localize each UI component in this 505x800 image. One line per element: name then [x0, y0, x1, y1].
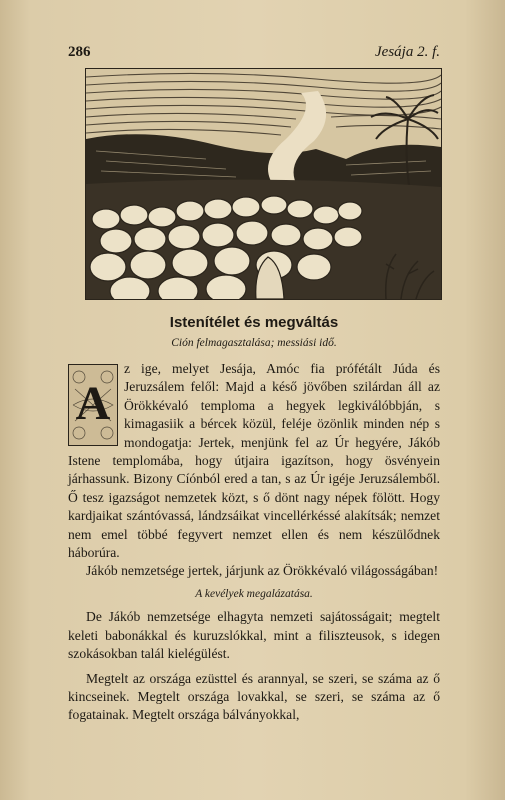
ornament-initial-icon — [69, 365, 117, 445]
initial-letter: A — [75, 377, 111, 430]
woodcut-illustration — [85, 68, 442, 300]
paragraph-4: Megtelt az országa ezüsttel és arannyal, se szeri, se száma az ő kincseinek. Megtelt országa lovakkal, se szeri, se száma az ő fogatainak. Megtelt országa bálványokkal, — [68, 670, 440, 723]
flock-landscape-icon — [86, 69, 441, 299]
chapter-reference: Jesája 2. f. — [375, 44, 440, 60]
paragraph-3: De Jákób nemzetsége elhagyta nemzeti sajátosságait; megtelt keleti babonákkal és kuruzslókkal, mint a filiszteusok, s idegen szokásokban talál kielégülést. — [68, 609, 440, 662]
section-subtitle: Ción felmagasztalása; messiási idő. — [171, 337, 337, 349]
paragraph-2: Jákób nemzetsége jertek, járjunk az Örökkévaló világosságában! — [86, 563, 439, 579]
page-number: 286 — [68, 44, 91, 60]
decorated-initial — [68, 364, 118, 446]
section-heading: A kevélyek megalázatása. — [195, 587, 313, 600]
body-text — [68, 360, 440, 725]
paragraph-1: z ige, melyet Jesája, Amóc fia prófétált Júda és Jeruzsálem felől: Majd a késő jövőben szilárdan áll az Örökkévaló temploma a hegyek legkiválóbbján, s kimagasiik a bércek közül, feléje özönlik minden nép s mondogatja: Jertek, menjünk fel az Úr hegyére, Jákób Istene templomába, hogy útjaira igazítson, hogy ösvényein járhassunk. Bizony Cíónból ered a tan, s az Úr igéje Jeruzsálemből. Ő tesz igazságot nemzetek közt, s ő dönt nagy népek fölött. Hogy kardjaikat szántóvassá, lándzsáikat vincellérkéssé alakítsák; nemzet nem emel többé fegyvert nemzet ellen és nem készülődnek háborúra. — [68, 361, 440, 561]
section-title: Istenítélet és megváltás — [169, 314, 339, 331]
running-head — [68, 44, 440, 62]
